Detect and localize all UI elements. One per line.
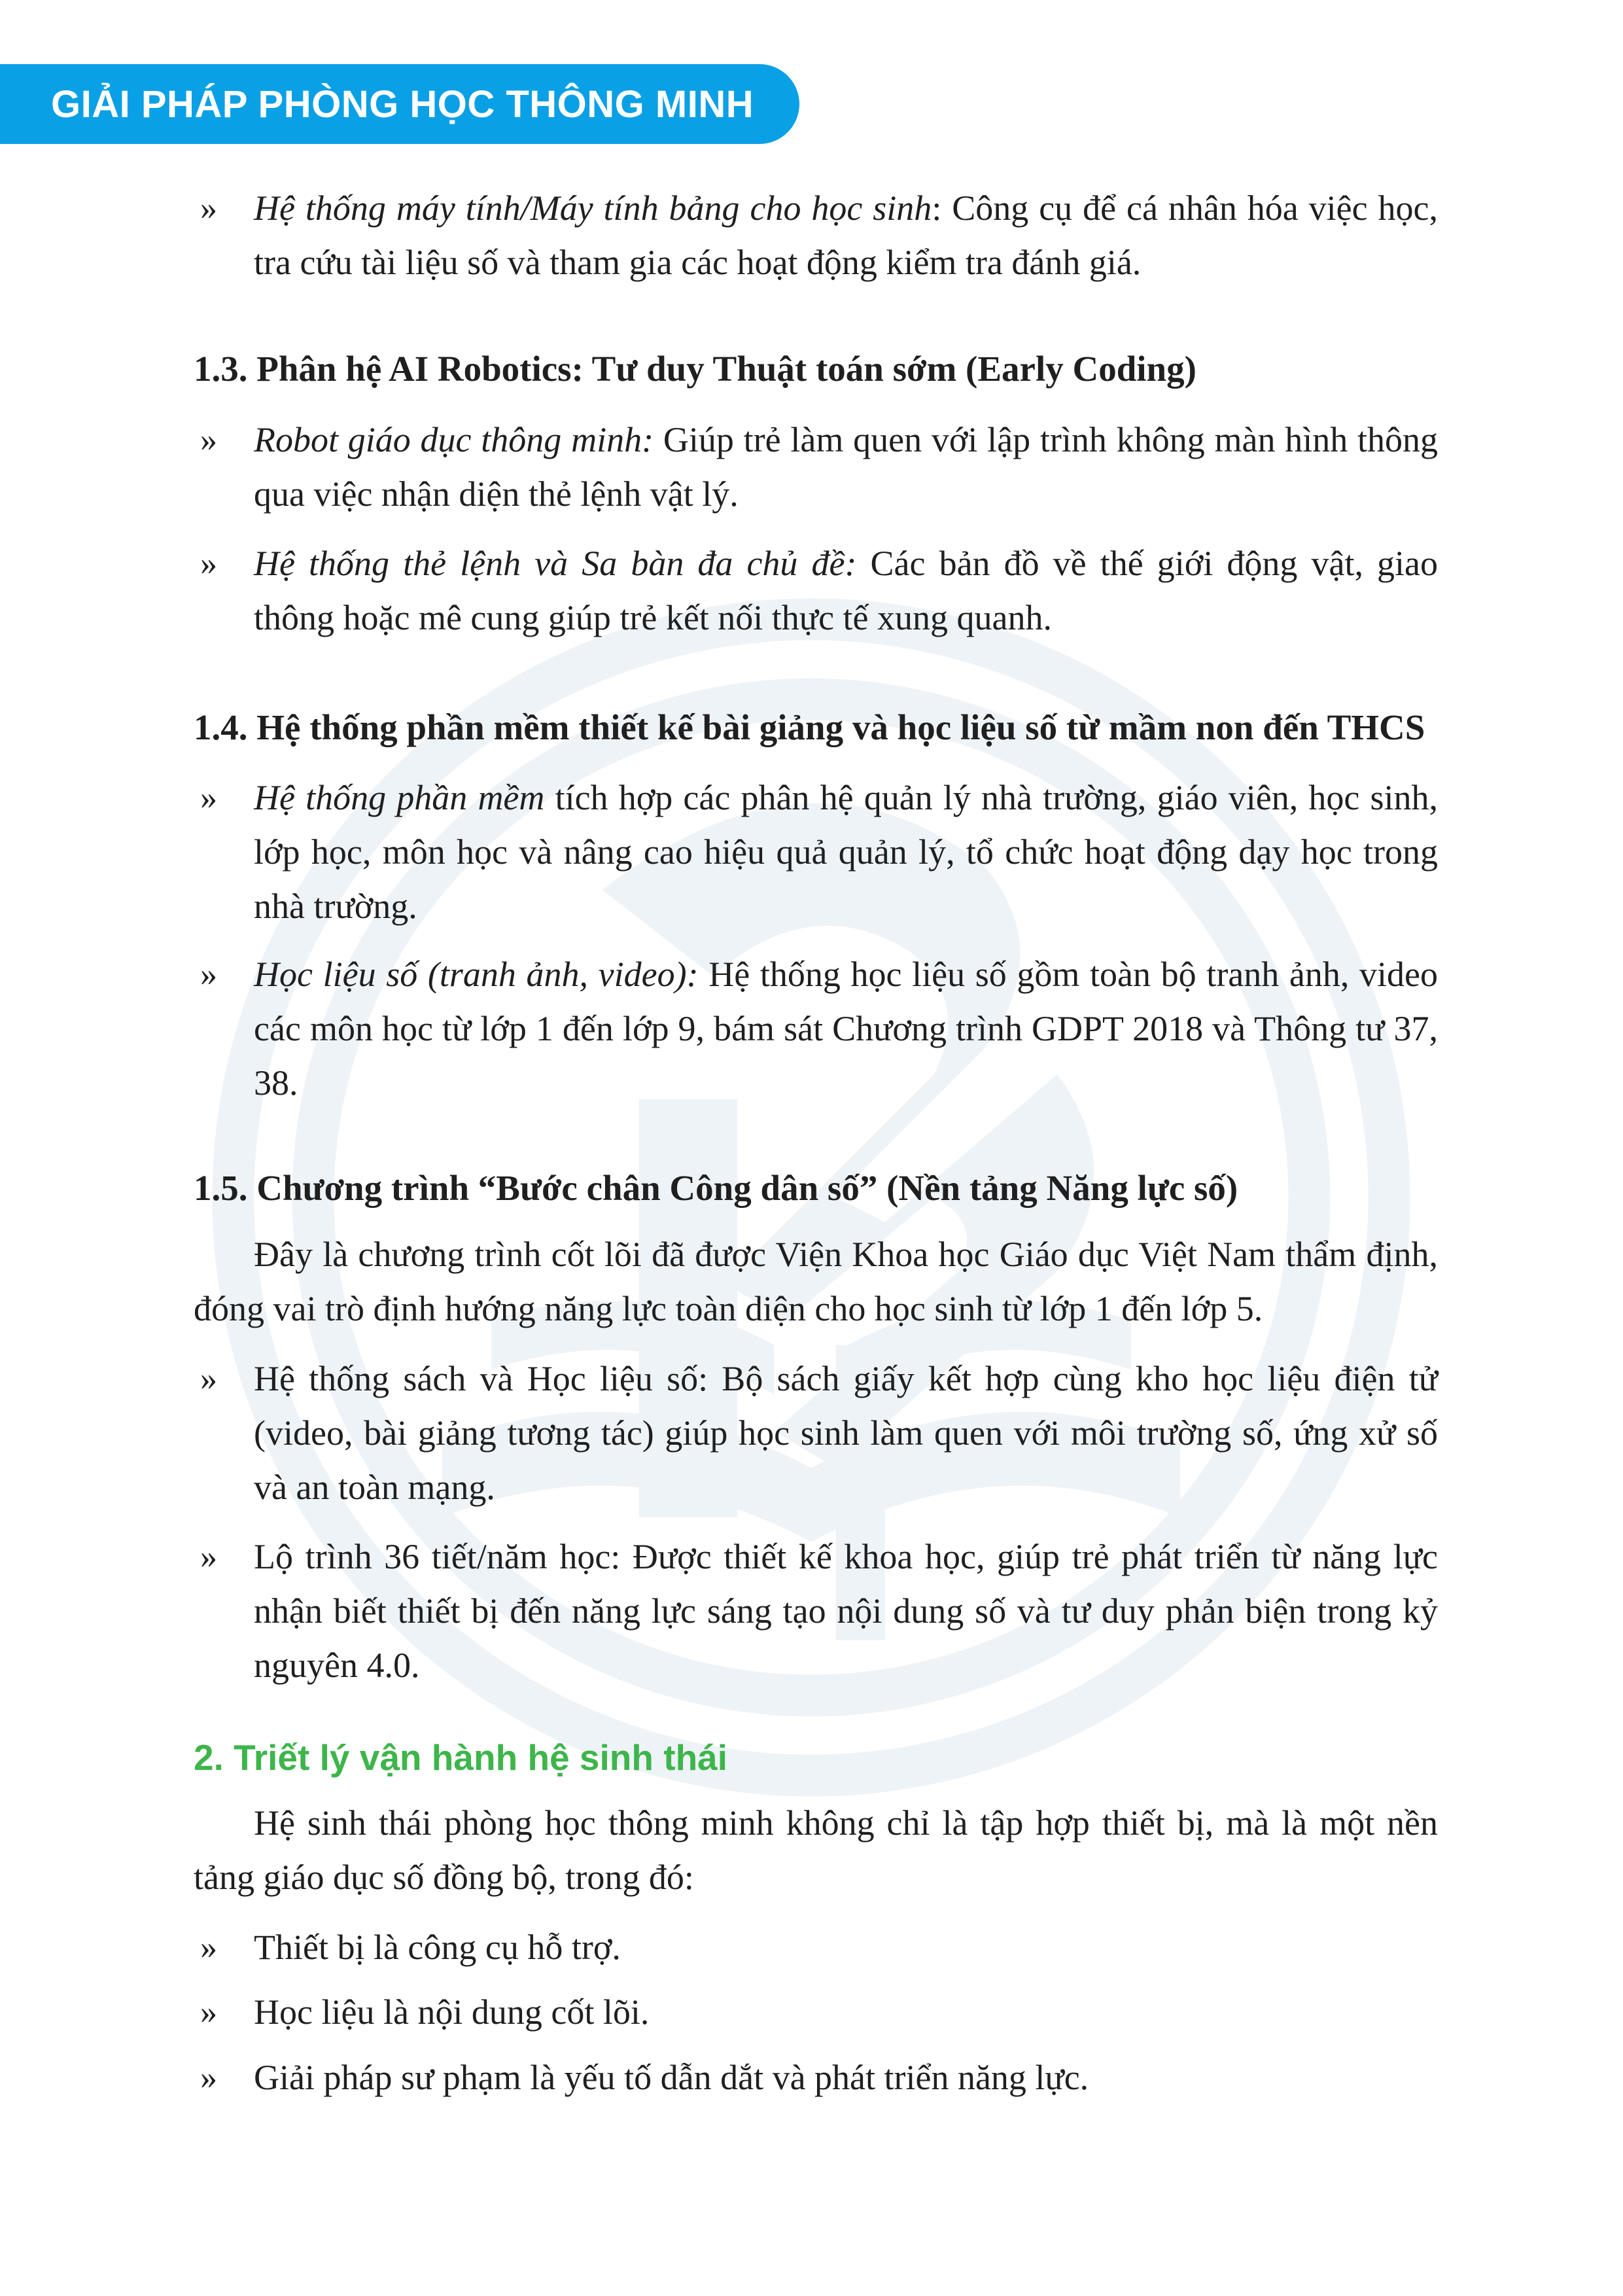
list-item bbox=[200, 1985, 1438, 2040]
bullet-text: Giúp trẻ làm quen với lập trình không màn hình thông qua việc nhận diện thẻ lệnh vật lý. bbox=[254, 420, 1438, 514]
bullet-mark: » bbox=[200, 1929, 217, 1966]
list-item bbox=[200, 947, 1438, 1110]
section-heading-1-3: 1.3. Phân hệ AI Robotics: Tư duy Thuật toán sớm (Early Coding) bbox=[194, 349, 1196, 389]
bullet-text: tích hợp các phân hệ quản lý nhà trường, giáo viên, học sinh, lớp học, môn học và nâng cao hiệu quả quản lý, tổ chức hoạt động dạy học trong nhà trường. bbox=[254, 778, 1438, 926]
list-item bbox=[200, 413, 1438, 521]
list-item bbox=[200, 537, 1438, 645]
list-item bbox=[200, 1920, 1438, 1975]
bullet-label: Robot giáo dục thông minh: bbox=[254, 420, 654, 459]
bullet-text: Hệ thống sách và Học liệu số: Bộ sách giấy kết hợp cùng kho học liệu điện tử (video, bài giảng tương tác) giúp học sinh làm quen với môi trường số, ứng xử số và an toàn mạng. bbox=[254, 1359, 1438, 1507]
header-title: GIẢI PHÁP PHÒNG HỌC THÔNG MINH bbox=[51, 82, 754, 126]
bullet-mark: » bbox=[200, 190, 217, 227]
bullet-text: Thiết bị là công cụ hỗ trợ. bbox=[254, 1928, 621, 1967]
list-item bbox=[200, 181, 1438, 290]
bullet-label: Hệ thống thẻ lệnh và Sa bàn đa chủ đề: bbox=[254, 544, 857, 583]
bullet-mark: » bbox=[200, 2059, 217, 2096]
list-item bbox=[200, 771, 1438, 934]
list-item bbox=[200, 1530, 1438, 1693]
bullet-text: Các bản đồ về thế giới động vật, giao thông hoặc mê cung giúp trẻ kết nối thực tế xung quanh. bbox=[254, 544, 1438, 637]
list-item bbox=[200, 1352, 1438, 1515]
bullet-mark: » bbox=[200, 1994, 217, 2031]
bullet-mark: » bbox=[200, 956, 217, 993]
paragraph-text: Hệ sinh thái phòng học thông minh không chỉ là tập hợp thiết bị, mà là một nền tảng giáo dục số đồng bộ, trong đó: bbox=[194, 1803, 1438, 1897]
section-heading-1-5: 1.5. Chương trình “Bước chân Công dân số” (Nền tảng Năng lực số) bbox=[194, 1168, 1238, 1208]
bullet-mark: » bbox=[200, 1538, 217, 1576]
list-item bbox=[200, 2051, 1438, 2105]
bullet-label: Học liệu số (tranh ảnh, video): bbox=[254, 955, 699, 994]
paragraph-text: Đây là chương trình cốt lõi đã được Viện Khoa học Giáo dục Việt Nam thẩm định, đóng vai trò định hướng năng lực toàn diện cho học sinh từ lớp 1 đến lớp 5. bbox=[194, 1235, 1438, 1328]
bullet-label: Hệ thống phần mềm bbox=[254, 778, 545, 817]
bullet-text: Lộ trình 36 tiết/năm học: Được thiết kế khoa học, giúp trẻ phát triển từ năng lực nhận biết thiết bị đến năng lực sáng tạo nội dung số và tư duy phản biện trong kỷ nguyên 4.0. bbox=[254, 1537, 1438, 1685]
bullet-mark: » bbox=[200, 1360, 217, 1398]
header-banner bbox=[0, 64, 799, 144]
bullet-text: Giải pháp sư phạm là yếu tố dẫn dắt và phát triển năng lực. bbox=[254, 2058, 1089, 2097]
bullet-text: : Công cụ để cá nhân hóa việc học, tra cứu tài liệu số và tham gia các hoạt động kiểm tra đánh giá. bbox=[254, 188, 1438, 282]
bullet-text: Học liệu là nội dung cốt lõi. bbox=[254, 1992, 650, 2032]
bullet-mark: » bbox=[200, 545, 217, 582]
bullet-label: Hệ thống máy tính/Máy tính bảng cho học sinh bbox=[254, 188, 932, 228]
section-heading-2: 2. Triết lý vận hành hệ sinh thái bbox=[194, 1737, 728, 1778]
paragraph bbox=[194, 1796, 1438, 1905]
bullet-mark: » bbox=[200, 421, 217, 459]
paragraph bbox=[194, 1227, 1438, 1336]
bullet-text: Hệ thống học liệu số gồm toàn bộ tranh ảnh, video các môn học từ lớp 1 đến lớp 9, bám sát Chương trình GDPT 2018 và Thông tư 37, 38. bbox=[254, 955, 1438, 1103]
bullet-mark: » bbox=[200, 779, 217, 817]
section-heading-1-4: 1.4. Hệ thống phần mềm thiết kế bài giảng và học liệu số từ mầm non đến THCS bbox=[194, 707, 1425, 747]
